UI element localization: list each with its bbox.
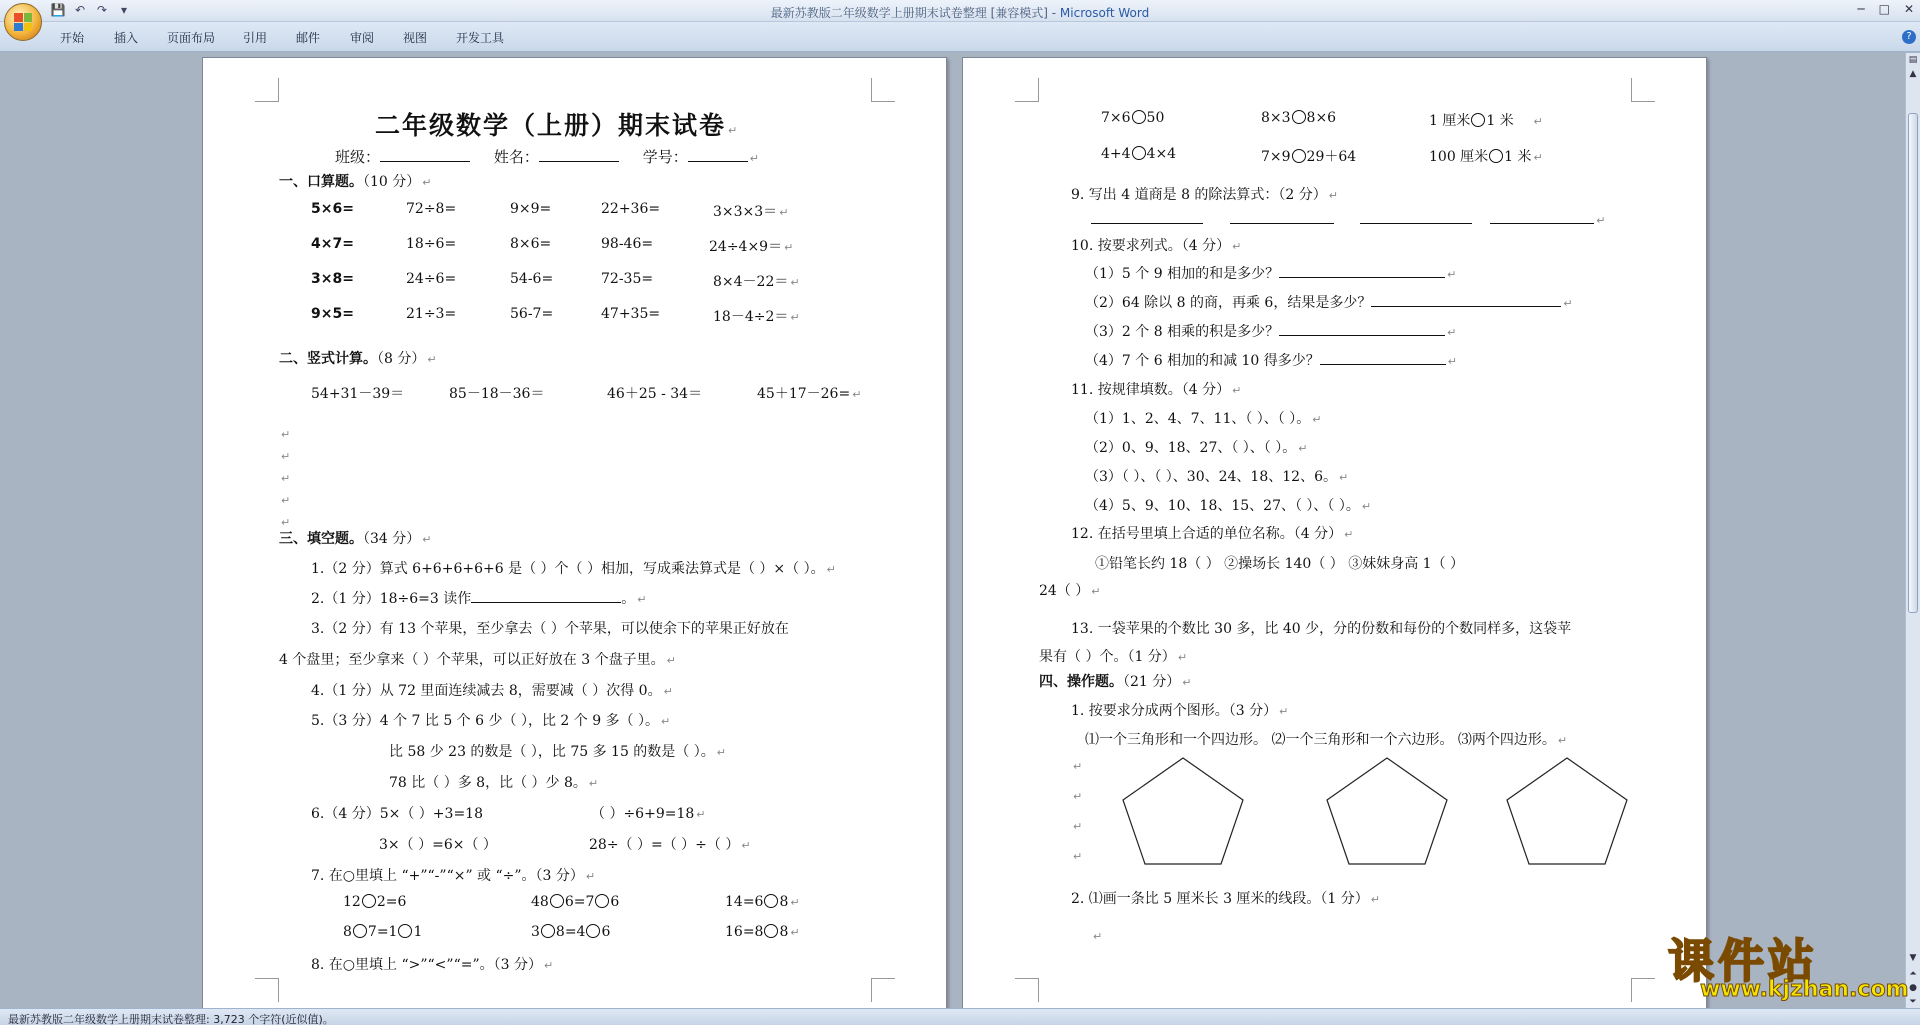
paragraph-mark: ↵: [281, 472, 291, 485]
q8-item: 7×6 50: [1101, 110, 1165, 126]
scroll-down-icon[interactable]: ▼: [1909, 953, 1917, 963]
paragraph-mark: ↵: [1093, 930, 1103, 943]
vertical-scrollbar[interactable]: [1905, 53, 1920, 1011]
oral-item: 98-46=: [601, 236, 654, 252]
paragraph-mark: ↵: [1073, 850, 1083, 863]
save-icon[interactable]: 💾: [50, 3, 66, 17]
q9-answer-lines[interactable]: ↵: [1091, 210, 1605, 228]
paragraph-mark: ↵: [281, 494, 291, 507]
oral-item: 8×6=: [510, 236, 552, 252]
q10-item: （3）2 个 8 相乘的积是多少？ ↵: [1085, 324, 1457, 340]
document-page-2[interactable]: [962, 57, 1707, 1011]
watermark-logo: [1668, 925, 1908, 1005]
q8-item: 1 厘米 1 米 ↵: [1429, 113, 1543, 129]
question-6-b2: 28÷（ ）=（ ）÷（ ） ↵: [589, 837, 751, 853]
oral-item: 18÷6=: [406, 236, 457, 252]
q11-item: （2）0、9、18、27、（ ）、（ ）。 ↵: [1085, 440, 1308, 456]
status-text: 最新苏教版二年级数学上册期末试卷整理: 3,723 个字符(近似值)。: [8, 1013, 334, 1025]
oral-item: 24÷4×9＝ ↵: [709, 239, 794, 255]
pentagon-shape[interactable]: [1505, 756, 1629, 866]
blank-circle[interactable]: [764, 924, 778, 938]
ribbon-tabs: [0, 22, 1920, 52]
oral-item: 8×4－22＝ ↵: [713, 274, 800, 290]
oral-item: 21÷3=: [406, 306, 457, 322]
student-info-line: 班级： 姓名： 学号： ↵: [335, 148, 759, 166]
oral-item: 47+35=: [601, 306, 661, 322]
q8-item: 100 厘米 1 米 ↵: [1429, 149, 1543, 165]
question-6: 6.（4 分）5×（ ）+3=18: [311, 806, 483, 822]
oral-item: 3×3×3＝ ↵: [713, 204, 789, 220]
blank-circle[interactable]: [1292, 149, 1306, 163]
tab-developer[interactable]: 开发工具: [456, 31, 505, 45]
question-9: 9. 写出 4 道商是 8 的除法算式：（2 分） ↵: [1071, 187, 1338, 203]
q7-item: 12 2=6: [343, 894, 407, 910]
q7-item: 14=6 8 ↵: [725, 894, 800, 910]
paragraph-mark: ↵: [1073, 820, 1083, 833]
question-5-c: 78 比（ ）多 8，比（ ）少 8。 ↵: [389, 775, 599, 791]
watermark-url: www.kjzhan.com: [1700, 977, 1909, 1002]
crop-mark: [1631, 978, 1655, 1002]
question-13-cont: 果有（ ）个。（1 分） ↵: [1039, 649, 1188, 665]
pentagon-shape[interactable]: [1325, 756, 1449, 866]
oral-item: 4×7=: [311, 236, 354, 252]
blank-circle[interactable]: [586, 924, 600, 938]
section-1-heading: 一、口算题。（10 分） ↵: [279, 174, 432, 190]
blank-circle[interactable]: [398, 924, 412, 938]
question-11: 11. 按规律填数。（4 分） ↵: [1071, 382, 1242, 398]
title-bar: [0, 0, 1920, 22]
section-4-heading: 四、操作题。（21 分） ↵: [1039, 674, 1192, 690]
tab-insert[interactable]: 插入: [114, 31, 139, 45]
tab-page-layout[interactable]: 页面布局: [167, 31, 216, 45]
question-4: 4.（1 分）从 72 里面连续减去 8，需要减（ ）次得 0。 ↵: [311, 683, 673, 699]
crop-mark: [255, 78, 279, 102]
question-12: 12. 在括号里填上合适的单位名称。（4 分） ↵: [1071, 526, 1354, 542]
q7-item: 3 8=4 6: [531, 924, 611, 940]
blank-circle[interactable]: [353, 924, 367, 938]
oral-item: 72-35=: [601, 271, 654, 287]
q11-item: （1）1、2、4、7、11、（ ）、（ ）。 ↵: [1085, 411, 1322, 427]
oral-item: 9×5=: [311, 306, 354, 322]
previous-page-icon[interactable]: ⏶: [1909, 969, 1917, 979]
tab-review[interactable]: 审阅: [350, 31, 375, 45]
office-logo-icon: [14, 13, 32, 31]
blank-circle[interactable]: [764, 894, 778, 908]
operation-1-items: ⑴一个三角形和一个四边形。 ⑵一个三角形和一个六边形。 ⑶两个四边形。 ↵: [1085, 732, 1568, 748]
crop-mark: [1015, 978, 1039, 1002]
window-controls: [1857, 2, 1914, 16]
pentagon-shape[interactable]: [1121, 756, 1245, 866]
question-5: 5.（3 分）4 个 7 比 5 个 6 少（ ），比 2 个 9 多（ ）。 ↵: [311, 713, 671, 729]
question-8: 8. 在○里填上 “>”“<”“=”。（3 分） ↵: [311, 957, 554, 973]
office-button[interactable]: [4, 3, 42, 41]
blank-circle[interactable]: [550, 894, 564, 908]
blank-circle[interactable]: [1132, 110, 1146, 124]
vertical-calc-item: 85－18－36＝: [449, 386, 545, 402]
oral-item: 5×6=: [311, 201, 354, 217]
crop-mark: [255, 978, 279, 1002]
question-10: 10. 按要求列式。（4 分） ↵: [1071, 238, 1242, 254]
operation-1: 1. 按要求分成两个图形。（3 分） ↵: [1071, 703, 1289, 719]
oral-item: 3×8=: [311, 271, 354, 287]
q7-item: 16=8 8 ↵: [725, 924, 800, 940]
document-page-1[interactable]: [202, 57, 947, 1011]
status-bar: [0, 1008, 1920, 1025]
question-6-b1: 3×（ ）=6×（ ）: [379, 837, 497, 853]
oral-item: 54-6=: [510, 271, 554, 287]
undo-icon[interactable]: ↶: [74, 3, 86, 17]
oral-item: 9×9=: [510, 201, 552, 217]
q11-item: （4）5、9、10、18、15、27、（ ）、（ ）。 ↵: [1085, 498, 1372, 514]
scroll-up-icon[interactable]: ▲: [1909, 69, 1917, 79]
blank-circle[interactable]: [541, 924, 555, 938]
paragraph-mark: ↵: [1073, 790, 1083, 803]
crop-mark: [871, 78, 895, 102]
tab-references[interactable]: 引用: [243, 31, 268, 45]
oral-item: 24÷6=: [406, 271, 457, 287]
paragraph-mark: ↵: [281, 450, 291, 463]
document-workspace: [0, 53, 1905, 1011]
tab-home[interactable]: 开始: [60, 31, 85, 45]
tab-mailings[interactable]: 邮件: [296, 31, 321, 45]
q11-item: （3）（ ）、（ ）、30、24、18、12、6。 ↵: [1085, 469, 1349, 485]
maximize-icon[interactable]: □: [1878, 2, 1890, 16]
q8-item: 7×9 29＋64: [1261, 149, 1357, 165]
blank-circle[interactable]: [1471, 113, 1485, 127]
blank-circle[interactable]: [1132, 146, 1146, 160]
crop-mark: [1631, 78, 1655, 102]
question-5-b: 比 58 少 23 的数是（ ），比 75 多 15 的数是（ ）。 ↵: [389, 744, 726, 760]
q10-item: （2）64 除以 8 的商，再乘 6，结果是多少？ ↵: [1085, 295, 1573, 311]
section-2-heading: 二、竖式计算。（8 分） ↵: [279, 351, 437, 367]
q8-item: 8×3 8×6: [1261, 110, 1337, 126]
q8-item: 4+4 4×4: [1101, 146, 1177, 162]
next-page-icon[interactable]: ⏷: [1909, 997, 1917, 1007]
q12-items: ①铅笔长约 18（ ） ②操场长 140（ ） ③妹妹身高 1（ ）: [1095, 556, 1465, 572]
blank-circle[interactable]: [595, 894, 609, 908]
question-2: 2.（1 分）18÷6=3 读作 。 ↵: [311, 591, 647, 607]
question-3-cont: 4 个盘里；至少拿来（ ）个苹果，可以正好放在 3 个盘子里。 ↵: [279, 652, 676, 668]
blank-circle[interactable]: [362, 894, 376, 908]
minimize-icon[interactable]: ─: [1857, 2, 1865, 16]
qat-dropdown-icon[interactable]: ▾: [120, 3, 128, 17]
question-6-a2: （ ）÷6+9=18 ↵: [591, 806, 706, 822]
select-browse-object-icon[interactable]: ●: [1909, 983, 1917, 993]
paragraph-mark: ↵: [1073, 760, 1083, 773]
q7-item: 8 7=1 1: [343, 924, 423, 940]
q10-item: （1）5 个 9 相加的和是多少？ ↵: [1085, 266, 1457, 282]
question-1: 1.（2 分）算式 6+6+6+6+6 是（ ）个（ ）相加，写成乘法算式是（ ）×（ ）。 ↵: [311, 561, 836, 577]
page-title: 二年级数学（上册）期末试卷 ↵: [375, 111, 740, 140]
close-icon[interactable]: ✕: [1903, 2, 1914, 16]
q7-item: 48 6=7 6: [531, 894, 620, 910]
ruler-toggle-icon[interactable]: ▤: [1908, 55, 1918, 65]
help-icon[interactable]: ?: [1902, 30, 1916, 44]
crop-mark: [871, 978, 895, 1002]
oral-item: 72÷8=: [406, 201, 457, 217]
vertical-calc-item: 45＋17－26= ↵: [757, 386, 862, 402]
crop-mark: [1015, 78, 1039, 102]
question-7: 7. 在○里填上 “+”“-”“×” 或 “÷”。（3 分） ↵: [311, 868, 596, 884]
q10-item: （4）7 个 6 相加的和减 10 得多少？ ↵: [1085, 353, 1458, 369]
question-13: 13. 一袋苹果的个数比 30 多，比 40 少，分的份数和每份的个数同样多，这袋苹: [1071, 621, 1572, 637]
window-title: 最新苏教版二年级数学上册期末试卷整理 [兼容模式] - Microsoft Word: [770, 6, 1150, 20]
redo-icon[interactable]: ↷: [96, 3, 108, 17]
oral-item: 18－4÷2＝ ↵: [713, 309, 800, 325]
watermark-text: 课件站: [1668, 934, 1818, 988]
paragraph-mark: ↵: [281, 516, 291, 529]
question-3: 3.（2 分）有 13 个苹果，至少拿去（ ）个苹果，可以使余下的苹果正好放在: [311, 621, 789, 637]
blank-circle[interactable]: [1292, 110, 1306, 124]
paragraph-mark: ↵: [281, 428, 291, 441]
oral-item: 22+36=: [601, 201, 661, 217]
q12-cont: 24（ ） ↵: [1039, 583, 1101, 599]
oral-item: 56-7=: [510, 306, 554, 322]
tab-view[interactable]: 视图: [403, 31, 428, 45]
vertical-calc-item: 54+31－39＝: [311, 386, 405, 402]
blank-circle[interactable]: [1489, 149, 1503, 163]
operation-2: 2. ⑴画一条比 5 厘米长 3 厘米的线段。（1 分） ↵: [1071, 891, 1380, 907]
scrollbar-thumb[interactable]: [1908, 113, 1918, 613]
vertical-calc-item: 46＋25 - 34＝: [607, 386, 703, 402]
section-3-heading: 三、填空题。（34 分） ↵: [279, 531, 432, 547]
